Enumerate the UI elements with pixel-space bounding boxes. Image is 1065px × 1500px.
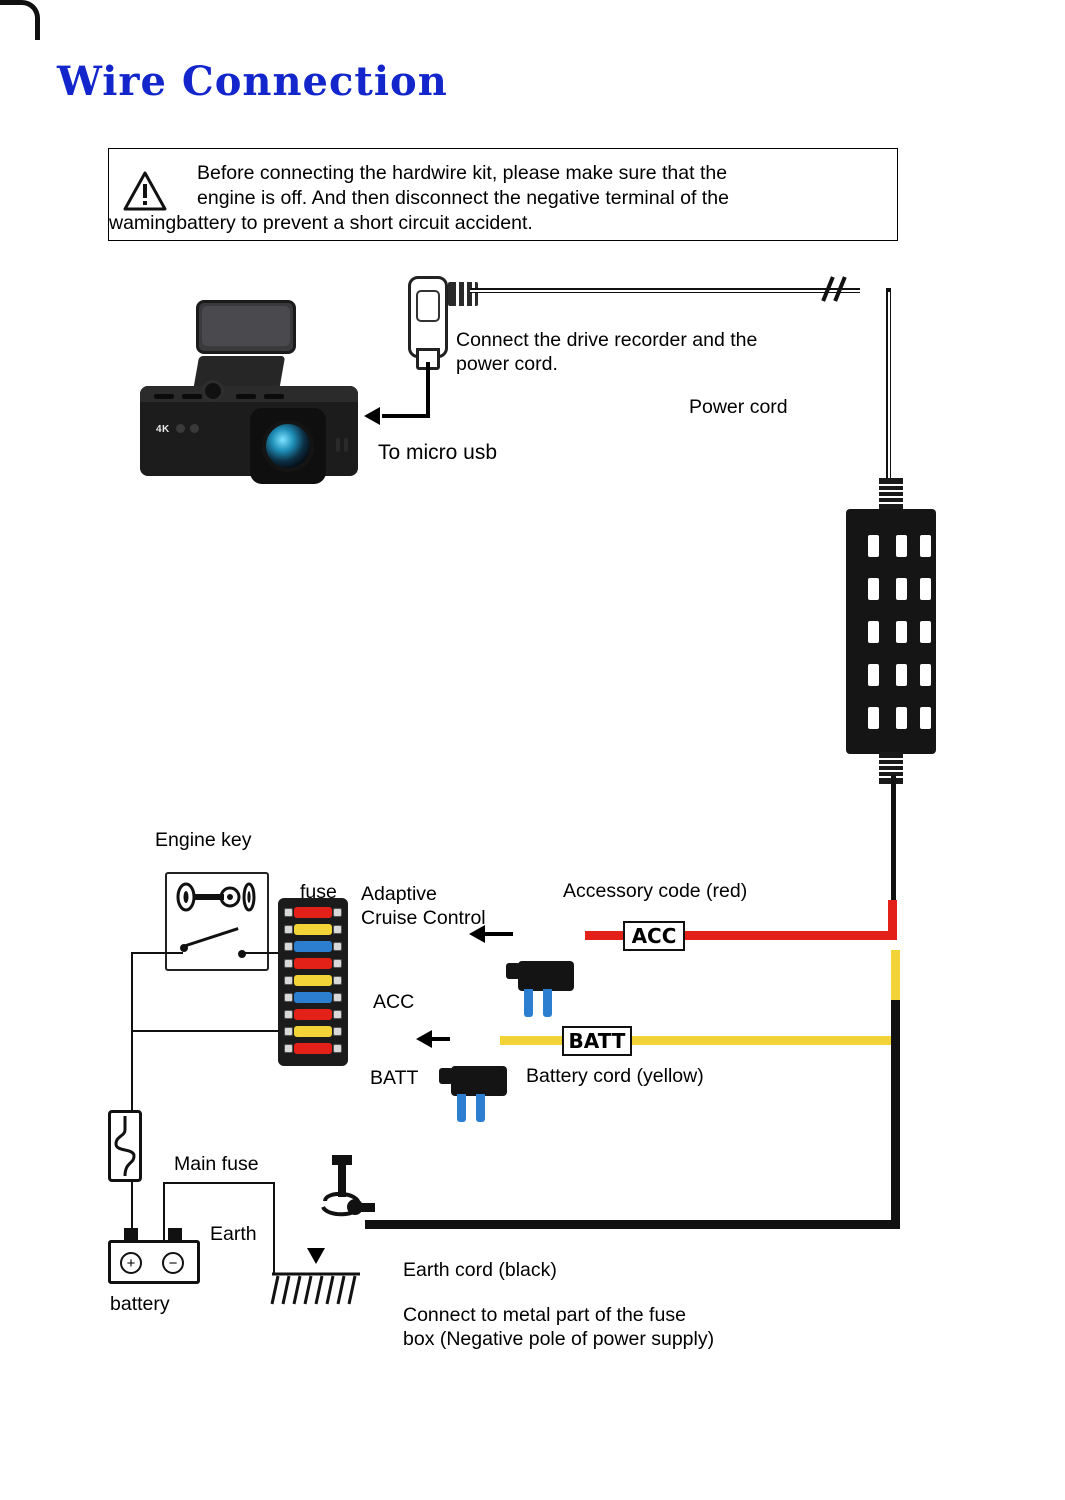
- camera-speaker-grill: [336, 438, 340, 452]
- fusebox-feed-wire: [131, 1030, 281, 1032]
- usb-plug-detail: [416, 290, 440, 322]
- power-cord-highlight: [888, 292, 890, 492]
- label-engine-key: Engine key: [155, 829, 252, 851]
- camera-screen-inner: [202, 306, 290, 346]
- earth-arrow-head: [307, 1248, 325, 1264]
- label-accessory-code: Accessory code (red): [563, 880, 748, 902]
- usb-rib: [472, 282, 475, 306]
- camera-4k-badge: 4K: [156, 424, 170, 435]
- warning-text: [109, 161, 897, 236]
- battery-positive-sign: +: [120, 1252, 142, 1274]
- main-fuse-wire: [163, 1182, 165, 1240]
- earth-clamp-icon: [315, 1155, 385, 1235]
- key-icon: [175, 880, 257, 914]
- battery-negative-sign: −: [162, 1252, 184, 1274]
- power-cord-corner: [0, 0, 40, 40]
- fuse-slot: [284, 1025, 342, 1038]
- label-main-fuse: Main fuse: [174, 1153, 259, 1175]
- module-slot: [868, 664, 879, 686]
- dash-camera-illustration: [140, 298, 370, 498]
- micro-usb-arrow-stem: [426, 362, 430, 418]
- label-fuse: fuse: [300, 881, 337, 903]
- fuse-slot: [284, 923, 342, 936]
- module-slot: [896, 578, 907, 600]
- module-slot: [920, 707, 931, 729]
- fuse-slot: [284, 906, 342, 919]
- earth-wire-down: [273, 1182, 275, 1274]
- page-title: Wire Connection: [57, 58, 448, 105]
- module-slot: [896, 621, 907, 643]
- switch-contact: [180, 944, 188, 952]
- warning-line-2: engine is off. And then disconnect the negative terminal of the: [197, 187, 729, 209]
- key-to-fusebox-wire: [241, 952, 281, 954]
- fuse-slot: [284, 991, 342, 1004]
- module-slot: [896, 664, 907, 686]
- label-battery-cord: Battery cord (yellow): [526, 1065, 704, 1087]
- usb-rib: [456, 282, 459, 306]
- module-slot: [920, 664, 931, 686]
- label-connect-metal-line1: Connect to metal part of the fuse: [403, 1304, 686, 1326]
- label-to-micro-usb: To micro usb: [378, 441, 498, 464]
- label-batt: BATT: [370, 1067, 419, 1089]
- fuse-filament-icon: [112, 1114, 138, 1178]
- key-to-battery-wire: [131, 952, 183, 954]
- camera-vent: [182, 394, 202, 399]
- camera-vent: [264, 394, 284, 399]
- camera-indicator-dot: [190, 424, 199, 433]
- camera-vent: [236, 394, 256, 399]
- main-fuse-to-earth-wire: [163, 1182, 275, 1184]
- acc-arrow-stem: [485, 932, 513, 936]
- module-slot: [896, 535, 907, 557]
- label-connect-recorder-line1: Connect the drive recorder and the: [456, 329, 758, 351]
- fuse-slot: [284, 940, 342, 953]
- module-slot: [896, 707, 907, 729]
- module-slot: [868, 621, 879, 643]
- label-earth: Earth: [210, 1223, 257, 1245]
- module-slot: [920, 535, 931, 557]
- fuse-slot: [284, 1008, 342, 1021]
- camera-lens: [262, 420, 314, 472]
- ground-symbol-icon: [270, 1272, 362, 1306]
- fuse-slot: [284, 974, 342, 987]
- label-earth-cord: Earth cord (black): [403, 1259, 557, 1281]
- fuse-slot: [284, 957, 342, 970]
- module-slot: [920, 621, 931, 643]
- battery-wire-horizontal: [500, 1036, 900, 1045]
- module-slot: [868, 578, 879, 600]
- module-slot: [868, 535, 879, 557]
- warning-line-3: wamingbattery to prevent a short circuit accident.: [109, 212, 533, 234]
- warning-line-1: Before connecting the hardwire kit, please make sure that the: [197, 162, 728, 184]
- module-slot: [920, 578, 931, 600]
- earth-wire-horizontal: [365, 1220, 900, 1229]
- cable-boot-top: [879, 478, 903, 510]
- label-connect-recorder-line2: power cord.: [456, 353, 558, 375]
- batt-plate: BATT: [562, 1026, 632, 1056]
- micro-usb-arrow-head: [364, 407, 380, 425]
- batt-arrow-stem: [432, 1037, 450, 1041]
- camera-speaker-grill: [344, 438, 348, 452]
- label-battery: battery: [110, 1293, 170, 1315]
- power-cord-highlight: [470, 290, 860, 292]
- batt-arrow-head: [416, 1030, 432, 1048]
- label-power-cord: Power cord: [689, 396, 788, 418]
- module-slot: [868, 707, 879, 729]
- acc-arrow-head: [469, 925, 485, 943]
- label-adaptive-cruise-line2: Cruise Control: [361, 907, 486, 929]
- fuse-slot: [284, 1042, 342, 1055]
- camera-knob: [202, 380, 224, 402]
- earth-wire-vertical: [891, 1000, 900, 1225]
- camera-indicator-dot: [176, 424, 185, 433]
- acc-plate: ACC: [623, 921, 685, 951]
- camera-vent: [154, 394, 174, 399]
- usb-rib: [464, 282, 467, 306]
- micro-usb-arrow-stem: [382, 414, 430, 418]
- warning-box: [108, 148, 898, 241]
- label-adaptive-cruise-line1: Adaptive: [361, 883, 437, 905]
- label-acc: ACC: [373, 991, 415, 1013]
- label-connect-metal-line2: box (Negative pole of power supply): [403, 1328, 715, 1350]
